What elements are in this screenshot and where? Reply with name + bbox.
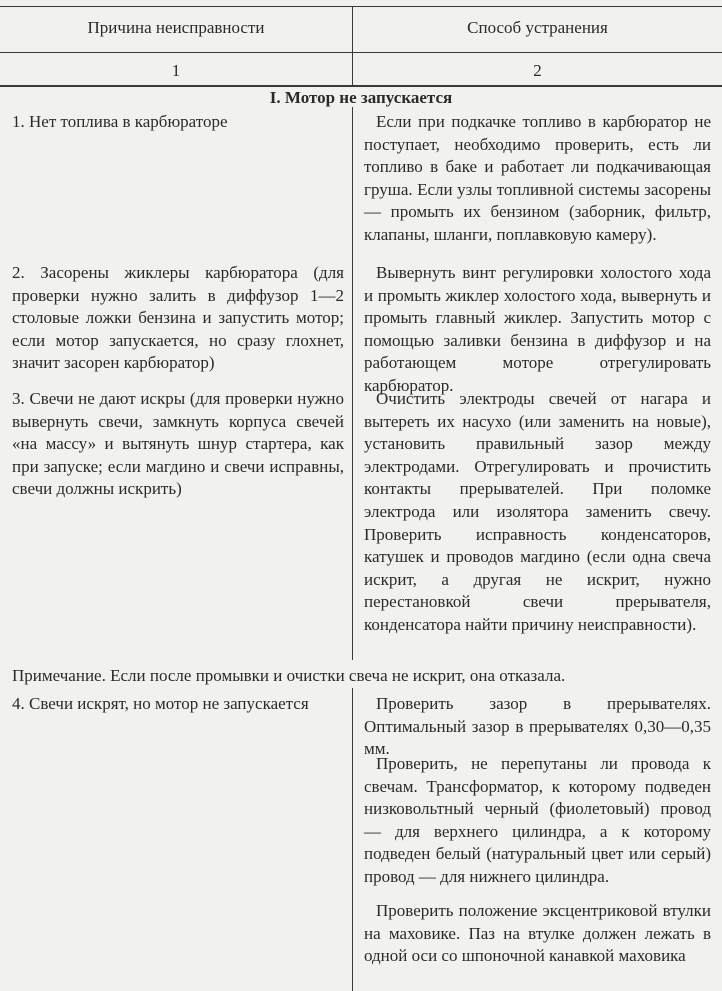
table-top-rule [0,6,722,7]
row-1-cause: 1. Нет топлива в карбюраторе [12,112,228,131]
column-header-cause: Причина неисправности [87,18,265,37]
column-divider-upper [352,107,353,660]
section-rule [0,85,722,87]
column-number-2: 2 [533,61,542,80]
row-2-cause: 2. Засорены жиклеры карбюратора (для проверки нужно залить в диффузор 1—2 столовые ложки бензина и запустить мотор; если мотор запускается, но сразу глохнет, значит засорен карбюратор) [12,263,344,373]
row-3-cause: 3. Свечи не дают искры (для проверки нужно вывернуть свечи, замкнуть корпуса свечей «на массу» и вытянуть шнур стартера, как при запуске; если магдино и свечи исправны, свечи должны искрить) [12,389,344,499]
column-divider-lower [352,688,353,991]
row-4-fix-2: Проверить, не перепутаны ли провода к свечам. Трансформатор, к которому подведен низковольтный черный (фиолетовый) провод — для верхнего цилиндра, а к которому подведен белый (натуральный цвет или серый) провод — для нижнего цилиндра. [364,754,711,886]
row-2-fix: Вывернуть винт регулировки холостого хода и промыть жиклер холостого хода, вывернуть и промыть главный жиклер. Запустить мотор с помощью заливки бензина в диффузор и на работающем моторе отрегулировать карбюратор. [364,263,711,395]
row-4-cause: 4. Свечи искрят, но мотор не запускается [12,694,309,713]
row-1-fix: Если при подкачке топливо в карбюратор не поступает, необходимо проверить, есть ли топливо в баке и работает ли подкачивающая груша. Если узлы топливной системы засорены — промыть их бензином (заборник, фильтр, клапаны, шланги, поплавковую камеру). [364,112,711,244]
header-rule [0,52,722,53]
column-header-fix: Способ устранения [467,18,608,37]
row-4-fix-3: Проверить положение эксцентриковой втулки на маховике. Паз на втулке должен лежать в одной оси со шпоночной канавкой маховика [364,901,711,966]
table-note: Примечание. Если после промывки и очистки свеча не искрит, она отказала. [12,666,566,685]
row-4-fix-1: Проверить зазор в прерывателях. Оптимальный зазор в прерывателях 0,30—0,35 мм. [364,694,711,759]
row-3-fix: Очистить электроды свечей от нагара и вытереть их насухо (или заменить на новые), установить правильный зазор между электродами. Отрегулировать и прочистить контакты прерывателей. При поломке электрода или изолятора заменить свечу. Проверить исправность конденсаторов, катушек и проводов магдино (если одна свеча искрит, а другая не искрит, нужно перестановкой свечи прерывателя, конденсатора найти причину неисправности). [364,389,711,634]
section-title: I. Мотор не запускается [269,88,453,107]
column-number-1: 1 [171,61,181,80]
